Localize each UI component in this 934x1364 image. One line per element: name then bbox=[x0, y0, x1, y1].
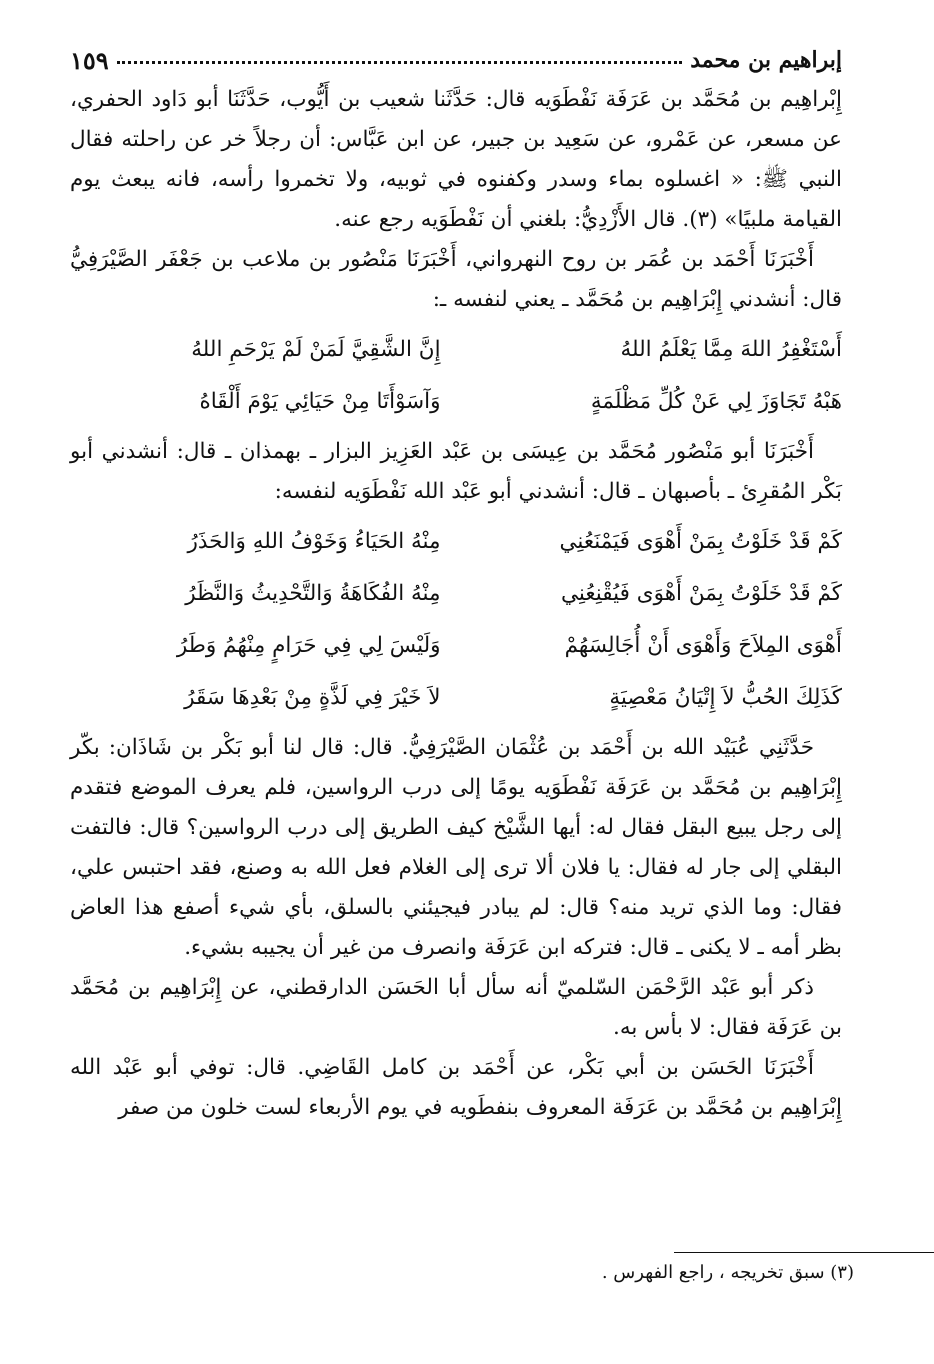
poem-1 bbox=[70, 324, 842, 428]
poem-1-line bbox=[70, 324, 842, 376]
hemistich-second: لاَ خَيْرَ فِي لَذَّةٍ مِنْ بَعْدِهَا سَقَرُ bbox=[184, 685, 441, 710]
paragraph-6: أَخْبَرَنَا الحَسَن بن أبي بَكْر، عن أَحْمَد بن كامل القَاضِي. قال: توفي أبو عَبْد الله إِبْرَاهِيم بن مُحَمَّد بن عَرَفَة المعروف بنفطَويه في يوم الأربعاء لست خلون من صفر bbox=[70, 1055, 842, 1120]
book-page bbox=[70, 40, 842, 1364]
hemistich-first: هَبْهُ تَجَاوَزَ لِي عَنْ كُلِّ مَظْلَمَةٍ bbox=[590, 389, 842, 414]
page-body bbox=[70, 80, 842, 1128]
paragraph-3: أَخْبَرَنَا أبو مَنْصُور مُحَمَّد بن عِيسَى بن عَبْد العَزِيز البزار ـ بهمذان ـ قال: أنشدني أبو بَكْر المُقرِئ ـ بأصبهان ـ قال: أنشدني أبو عَبْد الله نَفْطَوَيه لنفسه: bbox=[70, 439, 842, 504]
hemistich-first: أَسْتَغْفِرُ اللهَ مِمَّا يَعْلَمُ اللهُ bbox=[620, 337, 842, 362]
poem-1-line bbox=[70, 376, 842, 428]
hemistich-first: كَذَلِكَ الحُبُّ لاَ إِتْيَانُ مَعْصِيَةٍ bbox=[609, 685, 842, 710]
paragraph-1: إِبْراهِيم بن مُحَمَّد بن عَرَفَة نَفْطَوَيه قال: حَدَّثَنا شعيب بن أَيُّوب، حَدَّثَنَا أبو دَاود الحفري، عن مسعر، عن عَمْرو، عن سَعِيد بن جبير، عن ابن عَبَّاس: أن رجلاً خر عن راحلته فقال النبي ﷺ: « اغسلوه بماء وسدر وكفنوه في ثوبيه، ولا تخمروا رأسه، فانه يبعث يوم القيامة ملبيًا» (٣). قال الأَزْدِيُّ: بلغني أن نَفْطَوَيه رجع عنه. bbox=[70, 87, 842, 232]
hemistich-first: كَمْ قَدْ خَلَوْتُ بِمَنْ أَهْوَى فَيُقْنِعُنِي bbox=[561, 581, 842, 606]
footnote: (٣) سبق تخريجه ، راجع الفهرس . bbox=[601, 1262, 854, 1283]
poem-2-line bbox=[70, 568, 842, 620]
hemistich-second: وَلَيْسَ لِي فِي حَرَامٍ مِنْهُمُ وَطَرُ bbox=[176, 633, 441, 658]
hemistich-first: أَهْوَى المِلاَحَ وَأَهْوَى أَنْ أُجَالِسَهُمْ bbox=[564, 633, 842, 658]
hemistich-second: مِنْهُ الفُكَاهَةُ وَالتَّحْدِيثُ وَالنَّظَرُ bbox=[185, 581, 441, 606]
paragraph-4: حَدَّثَنِي عُبَيْد الله بن أَحْمَد بن عُثْمَان الصَّيْرَفِيُّ. قال: قال لنا أبو بَكْر بن شَاذَان: بكّر إِبْرَاهِيم بن مُحَمَّد بن عَرَفَة نَفْطَوَيه يومًا إلى درب الرواسين، فلم يعرف الموضع فتقدم إلى رجل يبيع البقل فقال له: أيها الشَّيْخ كيف الطريق إلى درب الرواسين؟ قال: فالتفت البقلي إلى جار له فقال: يا فلان ألا ترى إلى الغلام فعل الله به وصنع، فقد احتبس علي، فقال: وما الذي تريد منه؟ قال: لم يبادر فيجيئني بالسلق، بأي شيء أصفع هذا العاض بظر أمه ـ لا يكنى ـ قال: فتركه ابن عَرَفَة وانصرف من غير أن يجيبه بشيء. bbox=[70, 735, 842, 960]
header-leader-dots bbox=[117, 61, 683, 64]
poem-2-line bbox=[70, 620, 842, 672]
page-number: ١٥٩ bbox=[70, 45, 109, 75]
paragraph-5: ذكر أبو عَبْد الرَّحْمَن السّلميّ أنه سأل أبا الحَسَن الدارقطني، عن إِبْرَاهِيم بن مُحَمَّد بن عَرَفَة فقال: لا بأس به. bbox=[70, 975, 842, 1040]
paragraph-2: أَخْبَرَنَا أَحْمَد بن عُمَر بن روح النهرواني، أَخْبَرَنَا مَنْصُور بن ملاعب بن جَعْفَر الصَّيْرَفِيُّ قال: أنشدني إِبْرَاهِيم بن مُحَمَّد ـ يعني لنفسه ـ: bbox=[70, 247, 842, 312]
hemistich-first: كَمْ قَدْ خَلَوْتُ بِمَنْ أَهْوَى فَيَمْنَعُنِي bbox=[559, 529, 842, 554]
poem-2 bbox=[70, 516, 842, 724]
hemistich-second: إِنَّ الشَّقِيَّ لَمَنْ لَمْ يَرْحَمِ اللهُ bbox=[191, 337, 441, 362]
hemistich-second: وَآسَوْأَتَا مِنْ حَيَائِي يَوْمَ أَلْقَاهُ bbox=[199, 389, 441, 414]
footnote-divider bbox=[674, 1252, 934, 1253]
header-title: إبراهيم بن محمد bbox=[690, 47, 842, 73]
running-header bbox=[70, 40, 842, 80]
poem-2-line bbox=[70, 672, 842, 724]
hemistich-second: مِنْهُ الحَيَاءُ وَخَوْفُ اللهِ وَالحَذَرُ bbox=[187, 529, 441, 554]
poem-2-line bbox=[70, 516, 842, 568]
